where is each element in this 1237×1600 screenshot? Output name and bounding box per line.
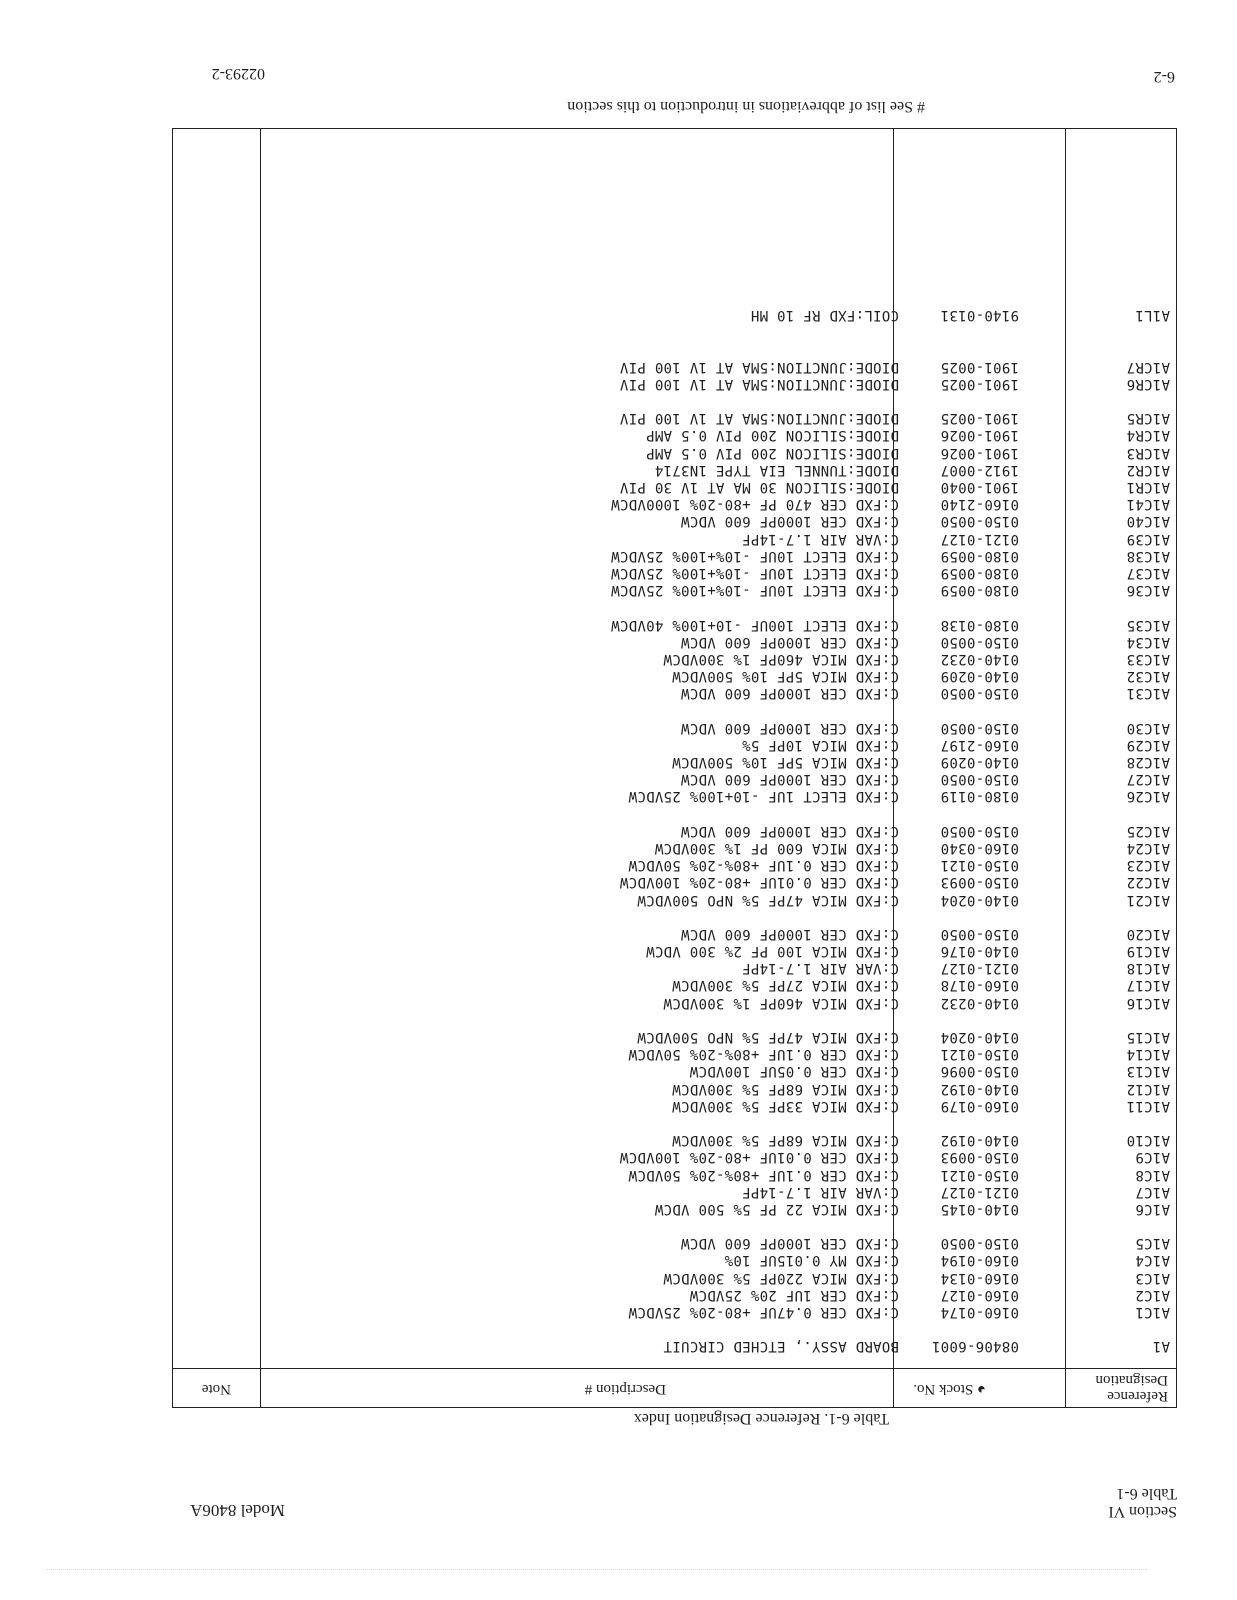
table-row — [173, 358, 1176, 375]
cell-reference: A1C10 — [1126, 1132, 1170, 1149]
table-row — [173, 771, 1176, 788]
cell-stock: 1901-0026 — [940, 444, 1019, 461]
table-row — [173, 1046, 1176, 1063]
table-row — [173, 1132, 1176, 1149]
table-row — [173, 496, 1176, 513]
cell-stock: 0140-0176 — [940, 943, 1019, 960]
column-header-reference: Reference Designation — [1095, 1372, 1168, 1404]
cell-stock: 0150-0050 — [940, 719, 1019, 736]
cell-stock: 0180-0138 — [940, 616, 1019, 633]
table-row — [173, 444, 1176, 461]
table-row — [173, 1166, 1176, 1183]
cell-description: C:VAR AIR 1.7-14PF — [741, 960, 899, 977]
cell-reference: A1C39 — [1126, 530, 1170, 547]
model-label: Model 8406A — [190, 1501, 285, 1520]
cell-reference: A1L1 — [1135, 307, 1170, 324]
table-row — [173, 547, 1176, 564]
cell-description: C:FXD CER 1000PF 600 VDCW — [680, 685, 899, 702]
cell-stock: 0140-0204 — [940, 891, 1019, 908]
table-row — [173, 1303, 1176, 1320]
cell-description: C:FXD MICA 460PF 1% 300VDCW — [663, 650, 899, 667]
table-row — [173, 977, 1176, 994]
cell-stock: 0150-0121 — [940, 1046, 1019, 1063]
table-row-spacer — [173, 1321, 1176, 1338]
cell-description: C:FXD CER 0.05UF 100VDCW — [689, 1063, 899, 1080]
cell-description: C:FXD CER 1UF 20% 25VDCW — [689, 1286, 899, 1303]
cell-reference: A1C14 — [1126, 1046, 1170, 1063]
cell-reference: A1C24 — [1126, 839, 1170, 856]
cell-description: C:FXD MICA 600 PF 1% 300VDCW — [654, 839, 899, 856]
cell-description: C:FXD CER 0.1UF +80%-20% 50VDCW — [628, 1166, 899, 1183]
cell-description: C:FXD MICA 33PF 5% 300VDCW — [672, 1097, 899, 1114]
column-header-note: Note — [201, 1381, 231, 1397]
cell-reference: A1C20 — [1126, 925, 1170, 942]
cell-stock: 0150-0093 — [940, 1149, 1019, 1166]
cell-description: DIODE:SILICON 200 PIV 0.5 AMP — [645, 444, 899, 461]
cell-stock: 0140-0192 — [940, 1132, 1019, 1149]
cell-description: C:FXD MICA 220PF 5% 300VDCW — [663, 1269, 899, 1286]
cell-reference: A1C15 — [1126, 1029, 1170, 1046]
cell-reference: A1C32 — [1126, 668, 1170, 685]
table-row-spacer — [173, 1011, 1176, 1028]
cell-reference: A1C16 — [1126, 994, 1170, 1011]
cell-stock: 0180-0059 — [940, 547, 1019, 564]
page-number: 6-2 — [1153, 68, 1175, 85]
cell-description: C:FXD CER 0.1UF +80%-20% 50VDCW — [628, 1046, 899, 1063]
table-row — [173, 685, 1176, 702]
table-row-spacer — [173, 599, 1176, 616]
cell-reference: A1C30 — [1126, 719, 1170, 736]
cell-description: C:FXD CER 1000PF 600 VDCW — [680, 771, 899, 788]
cell-stock: 0150-0096 — [940, 1063, 1019, 1080]
cell-stock: 0160-0179 — [940, 1097, 1019, 1114]
cell-stock: 0140-0145 — [940, 1200, 1019, 1217]
cell-description: C:FXD MICA 68PF 5% 300VDCW — [672, 1080, 899, 1097]
cell-reference: A1C8 — [1135, 1166, 1170, 1183]
cell-stock: 0150-0050 — [940, 925, 1019, 942]
table-row — [173, 461, 1176, 478]
cell-reference: A1C28 — [1126, 754, 1170, 771]
cell-description: C:VAR AIR 1.7-14PF — [741, 1183, 899, 1200]
table-row-spacer — [173, 805, 1176, 822]
cell-reference: A1CR1 — [1126, 479, 1170, 496]
table-row — [173, 307, 1176, 324]
cell-description: C:FXD CER 1000PF 600 VDCW — [680, 822, 899, 839]
table-row-spacer — [173, 908, 1176, 925]
cell-stock: 0160-2140 — [940, 496, 1019, 513]
table-row — [173, 633, 1176, 650]
table-row — [173, 427, 1176, 444]
cell-description: C:FXD CER 0.01UF +80-20% 100VDCW — [619, 874, 899, 891]
cell-description: C:FXD ELECT 10UF -10%+100% 25VDCW — [610, 582, 899, 599]
table-row-spacer — [173, 1114, 1176, 1131]
cell-description: C:FXD MY 0.015UF 10% — [724, 1252, 899, 1269]
cell-stock: 0160-0340 — [940, 839, 1019, 856]
cell-description: C:FXD CER 1000PF 600 VDCW — [680, 1235, 899, 1252]
table-row — [173, 839, 1176, 856]
cell-description: DIODE:JUNCTION:5MA AT 1V 100 PIV — [619, 375, 899, 392]
cell-stock: 0140-0232 — [940, 650, 1019, 667]
cell-description: C:FXD MICA 47PF 5% NPO 500VDCW — [637, 1029, 899, 1046]
cell-stock: 1901-0025 — [940, 375, 1019, 392]
table-row — [173, 891, 1176, 908]
cell-reference: A1C41 — [1126, 496, 1170, 513]
cell-reference: A1C33 — [1126, 650, 1170, 667]
cell-reference: A1C27 — [1126, 771, 1170, 788]
cell-description: C:FXD CER 1000PF 600 VDCW — [680, 513, 899, 530]
table-row — [173, 650, 1176, 667]
cell-description: C:FXD MICA 5PF 10% 500VDCW — [672, 668, 899, 685]
cell-description: C:FXD ELECT 10UF -10%+100% 25VDCW — [610, 547, 899, 564]
cell-reference: A1C9 — [1135, 1149, 1170, 1166]
table-row — [173, 513, 1176, 530]
cell-reference: A1C35 — [1126, 616, 1170, 633]
table-row — [173, 1028, 1176, 1045]
table-row — [173, 410, 1176, 427]
cell-description: C:FXD MICA 100 PF 2% 300 VDCW — [645, 943, 899, 960]
table-row — [173, 530, 1176, 547]
cell-description: DIODE:SILICON 30 MA AT 1V 30 PIV — [619, 479, 899, 496]
cell-description: C:FXD CER 1000PF 600 VDCW — [680, 719, 899, 736]
cell-description: C:FXD MICA 460PF 1% 300VDCW — [663, 994, 899, 1011]
cell-reference: A1C12 — [1126, 1080, 1170, 1097]
cell-stock: 0150-0121 — [940, 857, 1019, 874]
table-row — [173, 943, 1176, 960]
table-row — [173, 478, 1176, 495]
cell-stock: 1901-0040 — [940, 479, 1019, 496]
table-row — [173, 736, 1176, 753]
cell-stock: 0160-0127 — [940, 1286, 1019, 1303]
cell-reference: A1CR5 — [1126, 410, 1170, 427]
cell-stock: 0180-0059 — [940, 564, 1019, 581]
cell-stock: 0150-0050 — [940, 685, 1019, 702]
cell-stock: 0160-0134 — [940, 1269, 1019, 1286]
cell-stock: 0121-0127 — [940, 1183, 1019, 1200]
cell-stock: 0150-0050 — [940, 771, 1019, 788]
cell-description: C:FXD MICA 5PF 10% 500VDCW — [672, 754, 899, 771]
table-row — [173, 1080, 1176, 1097]
table-body — [173, 307, 1176, 1355]
cell-reference: A1C2 — [1135, 1286, 1170, 1303]
cell-stock: 0140-0192 — [940, 1080, 1019, 1097]
stock-header-label: Stock No. — [913, 1381, 974, 1397]
table-row — [173, 1063, 1176, 1080]
column-header-description: Description # — [584, 1381, 666, 1397]
cell-reference: A1 — [1152, 1338, 1170, 1355]
cell-description: C:FXD CER 470 PF +80-20% 1000VDCW — [610, 496, 899, 513]
cell-reference: A1C29 — [1126, 736, 1170, 753]
table-row-spacer — [173, 393, 1176, 410]
cell-stock: 0150-0050 — [940, 822, 1019, 839]
reference-designation-table — [172, 128, 1177, 1408]
cell-reference: A1C34 — [1126, 633, 1170, 650]
table-row — [173, 822, 1176, 839]
cell-description: C:FXD ELECT 1UF -10+100% 25VDCW — [628, 788, 899, 805]
cell-reference: A1C17 — [1126, 977, 1170, 994]
cell-reference: A1C37 — [1126, 564, 1170, 581]
cell-description: C:FXD CER 0.1UF +80%-20% 50VDCW — [628, 857, 899, 874]
cell-description: DIODE:JUNCTION:5MA AT 1V 100 PIV — [619, 358, 899, 375]
table-row-spacer — [173, 341, 1176, 358]
cell-stock: 0180-0059 — [940, 582, 1019, 599]
table-row — [173, 1338, 1176, 1355]
table-row — [173, 753, 1176, 770]
footnote: # See list of abbreviations in introduction to this section — [567, 98, 925, 115]
cell-reference: A1C21 — [1126, 891, 1170, 908]
table-row — [173, 1235, 1176, 1252]
cell-reference: A1CR7 — [1126, 358, 1170, 375]
cell-reference: A1C5 — [1135, 1235, 1170, 1252]
cell-stock: 0150-0093 — [940, 874, 1019, 891]
cell-reference: A1CR6 — [1126, 375, 1170, 392]
cell-stock: 1901-0025 — [940, 358, 1019, 375]
cell-reference: A1C38 — [1126, 547, 1170, 564]
table-row — [173, 925, 1176, 942]
cell-stock: 0160-0174 — [940, 1304, 1019, 1321]
cell-description: COIL:FXD RF 10 MH — [750, 307, 899, 324]
cell-reference: A1C36 — [1126, 582, 1170, 599]
table-row — [173, 994, 1176, 1011]
cell-reference: A1CR3 — [1126, 444, 1170, 461]
cell-stock: 1901-0026 — [940, 427, 1019, 444]
cell-reference: A1CR2 — [1126, 461, 1170, 478]
cell-reference: A1CR4 — [1126, 427, 1170, 444]
table-row — [173, 788, 1176, 805]
scan-artifact-line — [47, 1569, 1147, 1570]
cell-reference: A1C11 — [1126, 1097, 1170, 1114]
table-row — [173, 960, 1176, 977]
cell-description: C:FXD ELECT 10UF -10%+100% 25VDCW — [610, 564, 899, 581]
cell-stock: 0121-0127 — [940, 530, 1019, 547]
column-header-stock — [913, 1381, 986, 1397]
cell-reference: A1C6 — [1135, 1200, 1170, 1217]
cell-reference: A1C4 — [1135, 1252, 1170, 1269]
cell-stock: 08406-6001 — [931, 1338, 1019, 1355]
table-row — [173, 1252, 1176, 1269]
cell-stock: 0140-0209 — [940, 668, 1019, 685]
cell-description: C:FXD MICA 68PF 5% 300VDCW — [672, 1132, 899, 1149]
cell-reference: A1C23 — [1126, 857, 1170, 874]
cell-description: C:FXD MICA 27PF 5% 300VDCW — [672, 977, 899, 994]
cell-description: C:FXD MICA 47PF 5% NPO 500VDCW — [637, 891, 899, 908]
cell-stock: 0140-0232 — [940, 994, 1019, 1011]
cell-stock: 0160-0194 — [940, 1252, 1019, 1269]
cell-description: C:FXD CER 1000PF 600 VDCW — [680, 925, 899, 942]
cell-reference: A1C31 — [1126, 685, 1170, 702]
cell-stock: 0180-0119 — [940, 788, 1019, 805]
table-row — [173, 1097, 1176, 1114]
cell-stock: 0140-0209 — [940, 754, 1019, 771]
hp-logo-icon: ◕ — [976, 1381, 986, 1397]
cell-description: C:FXD CER 0.47UF +80-20% 25VDCW — [628, 1304, 899, 1321]
table-row — [173, 616, 1176, 633]
cell-stock: 0150-0050 — [940, 513, 1019, 530]
cell-description: C:FXD CER 1000PF 600 VDCW — [680, 633, 899, 650]
cell-description: BOARD ASSY., ETCHED CIRCUIT — [663, 1338, 899, 1355]
cell-reference: A1C3 — [1135, 1269, 1170, 1286]
cell-description: C:FXD ELECT 100UF -10+100% 40VDCW — [610, 616, 899, 633]
cell-stock: 9140-0131 — [940, 307, 1019, 324]
cell-description: C:VAR AIR 1.7-14PF — [741, 530, 899, 547]
table-row — [173, 719, 1176, 736]
cell-reference: A1C26 — [1126, 788, 1170, 805]
table-row-spacer — [173, 702, 1176, 719]
cell-stock: 1912-0007 — [940, 461, 1019, 478]
cell-stock: 0160-2197 — [940, 736, 1019, 753]
header-divider — [173, 1368, 1176, 1369]
section-label: Section VI — [1108, 1503, 1177, 1520]
cell-reference: A1C25 — [1126, 822, 1170, 839]
table-row — [173, 668, 1176, 685]
table-row — [173, 857, 1176, 874]
cell-reference: A1C18 — [1126, 960, 1170, 977]
table-row — [173, 564, 1176, 581]
cell-reference: A1C7 — [1135, 1183, 1170, 1200]
cell-stock: 0121-0127 — [940, 960, 1019, 977]
table-row — [173, 1183, 1176, 1200]
cell-description: DIODE:SILICON 200 PIV 0.5 AMP — [645, 427, 899, 444]
cell-stock: 1901-0025 — [940, 410, 1019, 427]
table-row — [173, 375, 1176, 392]
table-row — [173, 582, 1176, 599]
cell-stock: 0150-0050 — [940, 633, 1019, 650]
cell-reference: A1C19 — [1126, 943, 1170, 960]
cell-reference: A1C13 — [1126, 1063, 1170, 1080]
cell-stock: 0150-0121 — [940, 1166, 1019, 1183]
table-row-spacer — [173, 1218, 1176, 1235]
table-row — [173, 874, 1176, 891]
cell-description: C:FXD CER 0.01UF +80-20% 100VDCW — [619, 1149, 899, 1166]
table-row — [173, 1149, 1176, 1166]
table-title: Table 6-1. Reference Designation Index — [633, 1410, 889, 1427]
cell-reference: A1C22 — [1126, 874, 1170, 891]
cell-stock: 0140-0204 — [940, 1029, 1019, 1046]
cell-stock: 0160-0178 — [940, 977, 1019, 994]
table-label: Table 6-1 — [1116, 1485, 1177, 1502]
cell-reference: A1C1 — [1135, 1304, 1170, 1321]
cell-stock: 0150-0050 — [940, 1235, 1019, 1252]
cell-description: DIODE:JUNCTION:5MA AT 1V 100 PIV — [619, 410, 899, 427]
table-row — [173, 1269, 1176, 1286]
cell-description: C:FXD MICA 22 PF 5% 500 VDCW — [654, 1200, 899, 1217]
table-row — [173, 1286, 1176, 1303]
table-row-spacer — [173, 324, 1176, 341]
cell-description: C:FXD MICA 10PF 5% — [741, 736, 899, 753]
cell-reference: A1C40 — [1126, 513, 1170, 530]
page-header-section — [1108, 1484, 1177, 1520]
cell-description: DIODE:TUNNEL EIA TYPE 1N3714 — [654, 461, 899, 478]
table-row — [173, 1200, 1176, 1217]
document-number: 02293-2 — [211, 65, 265, 82]
